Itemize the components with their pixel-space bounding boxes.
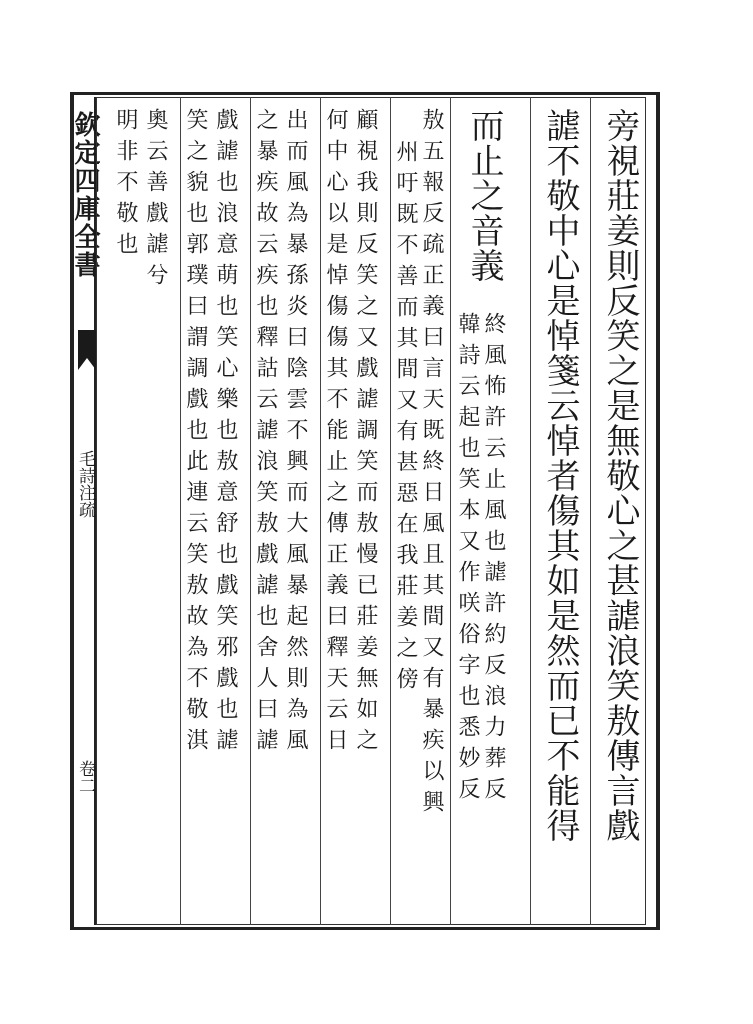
text-column-1: 旁視莊姜則反笑之是無敬心之甚謔浪笑敖傳言戲 <box>600 108 640 843</box>
spine-subtitle: 毛詩注疏 <box>75 450 95 518</box>
note-column-11: 奧云善戲謔兮 <box>143 108 168 294</box>
column-divider <box>180 97 181 925</box>
note-column-10: 笑之貌也郭璞曰謂調戲也此連云笑敖故為不敬淇 <box>183 108 208 759</box>
column-divider <box>450 97 451 925</box>
text-column-3: 而止之音義 <box>464 108 504 283</box>
column-divider <box>250 97 251 925</box>
note-column-9: 戲謔也浪意萌也笑心樂也敖意舒也戲笑邪戲也謔 <box>213 108 238 759</box>
text-column-2: 謔不敬中心是悼箋云悼者傷其如是然而已不能得 <box>540 108 580 843</box>
note-column-6: 何中心以是悼傷傷其不能止之傳正義曰釋天云日 <box>323 108 348 759</box>
column-divider <box>390 97 391 925</box>
note-column-8: 之暴疾故云疾也釋詁云謔浪笑敖戲謔也舍人曰謔 <box>253 108 278 759</box>
spine-title: 欽定四庫全書 <box>70 111 100 279</box>
note-column-4b: 州吁既不善而其間又有甚惡在我莊姜之傍 <box>393 140 418 698</box>
note-column-3a: 終風怖許云止風也謔許約反浪力葬反 <box>481 312 506 808</box>
note-column-5: 顧視我則反笑之又戲謔調笑而敖慢已莊姜無如之 <box>353 108 378 759</box>
spine-page-number: 卷二 <box>75 760 95 794</box>
note-column-4a: 敖五報反疏正義曰言天既終日風且其間又有暴疾以興 <box>419 108 444 821</box>
note-column-12: 明非不敬也 <box>113 108 138 263</box>
note-column-3b: 韓詩云起也笑本又作咲俗字也悉妙反 <box>455 312 480 808</box>
column-divider <box>590 97 591 925</box>
column-divider <box>320 97 321 925</box>
note-column-7: 出而風為暴孫炎曰陰雲不興而大風暴起然則為風 <box>283 108 308 759</box>
column-divider <box>530 97 531 925</box>
